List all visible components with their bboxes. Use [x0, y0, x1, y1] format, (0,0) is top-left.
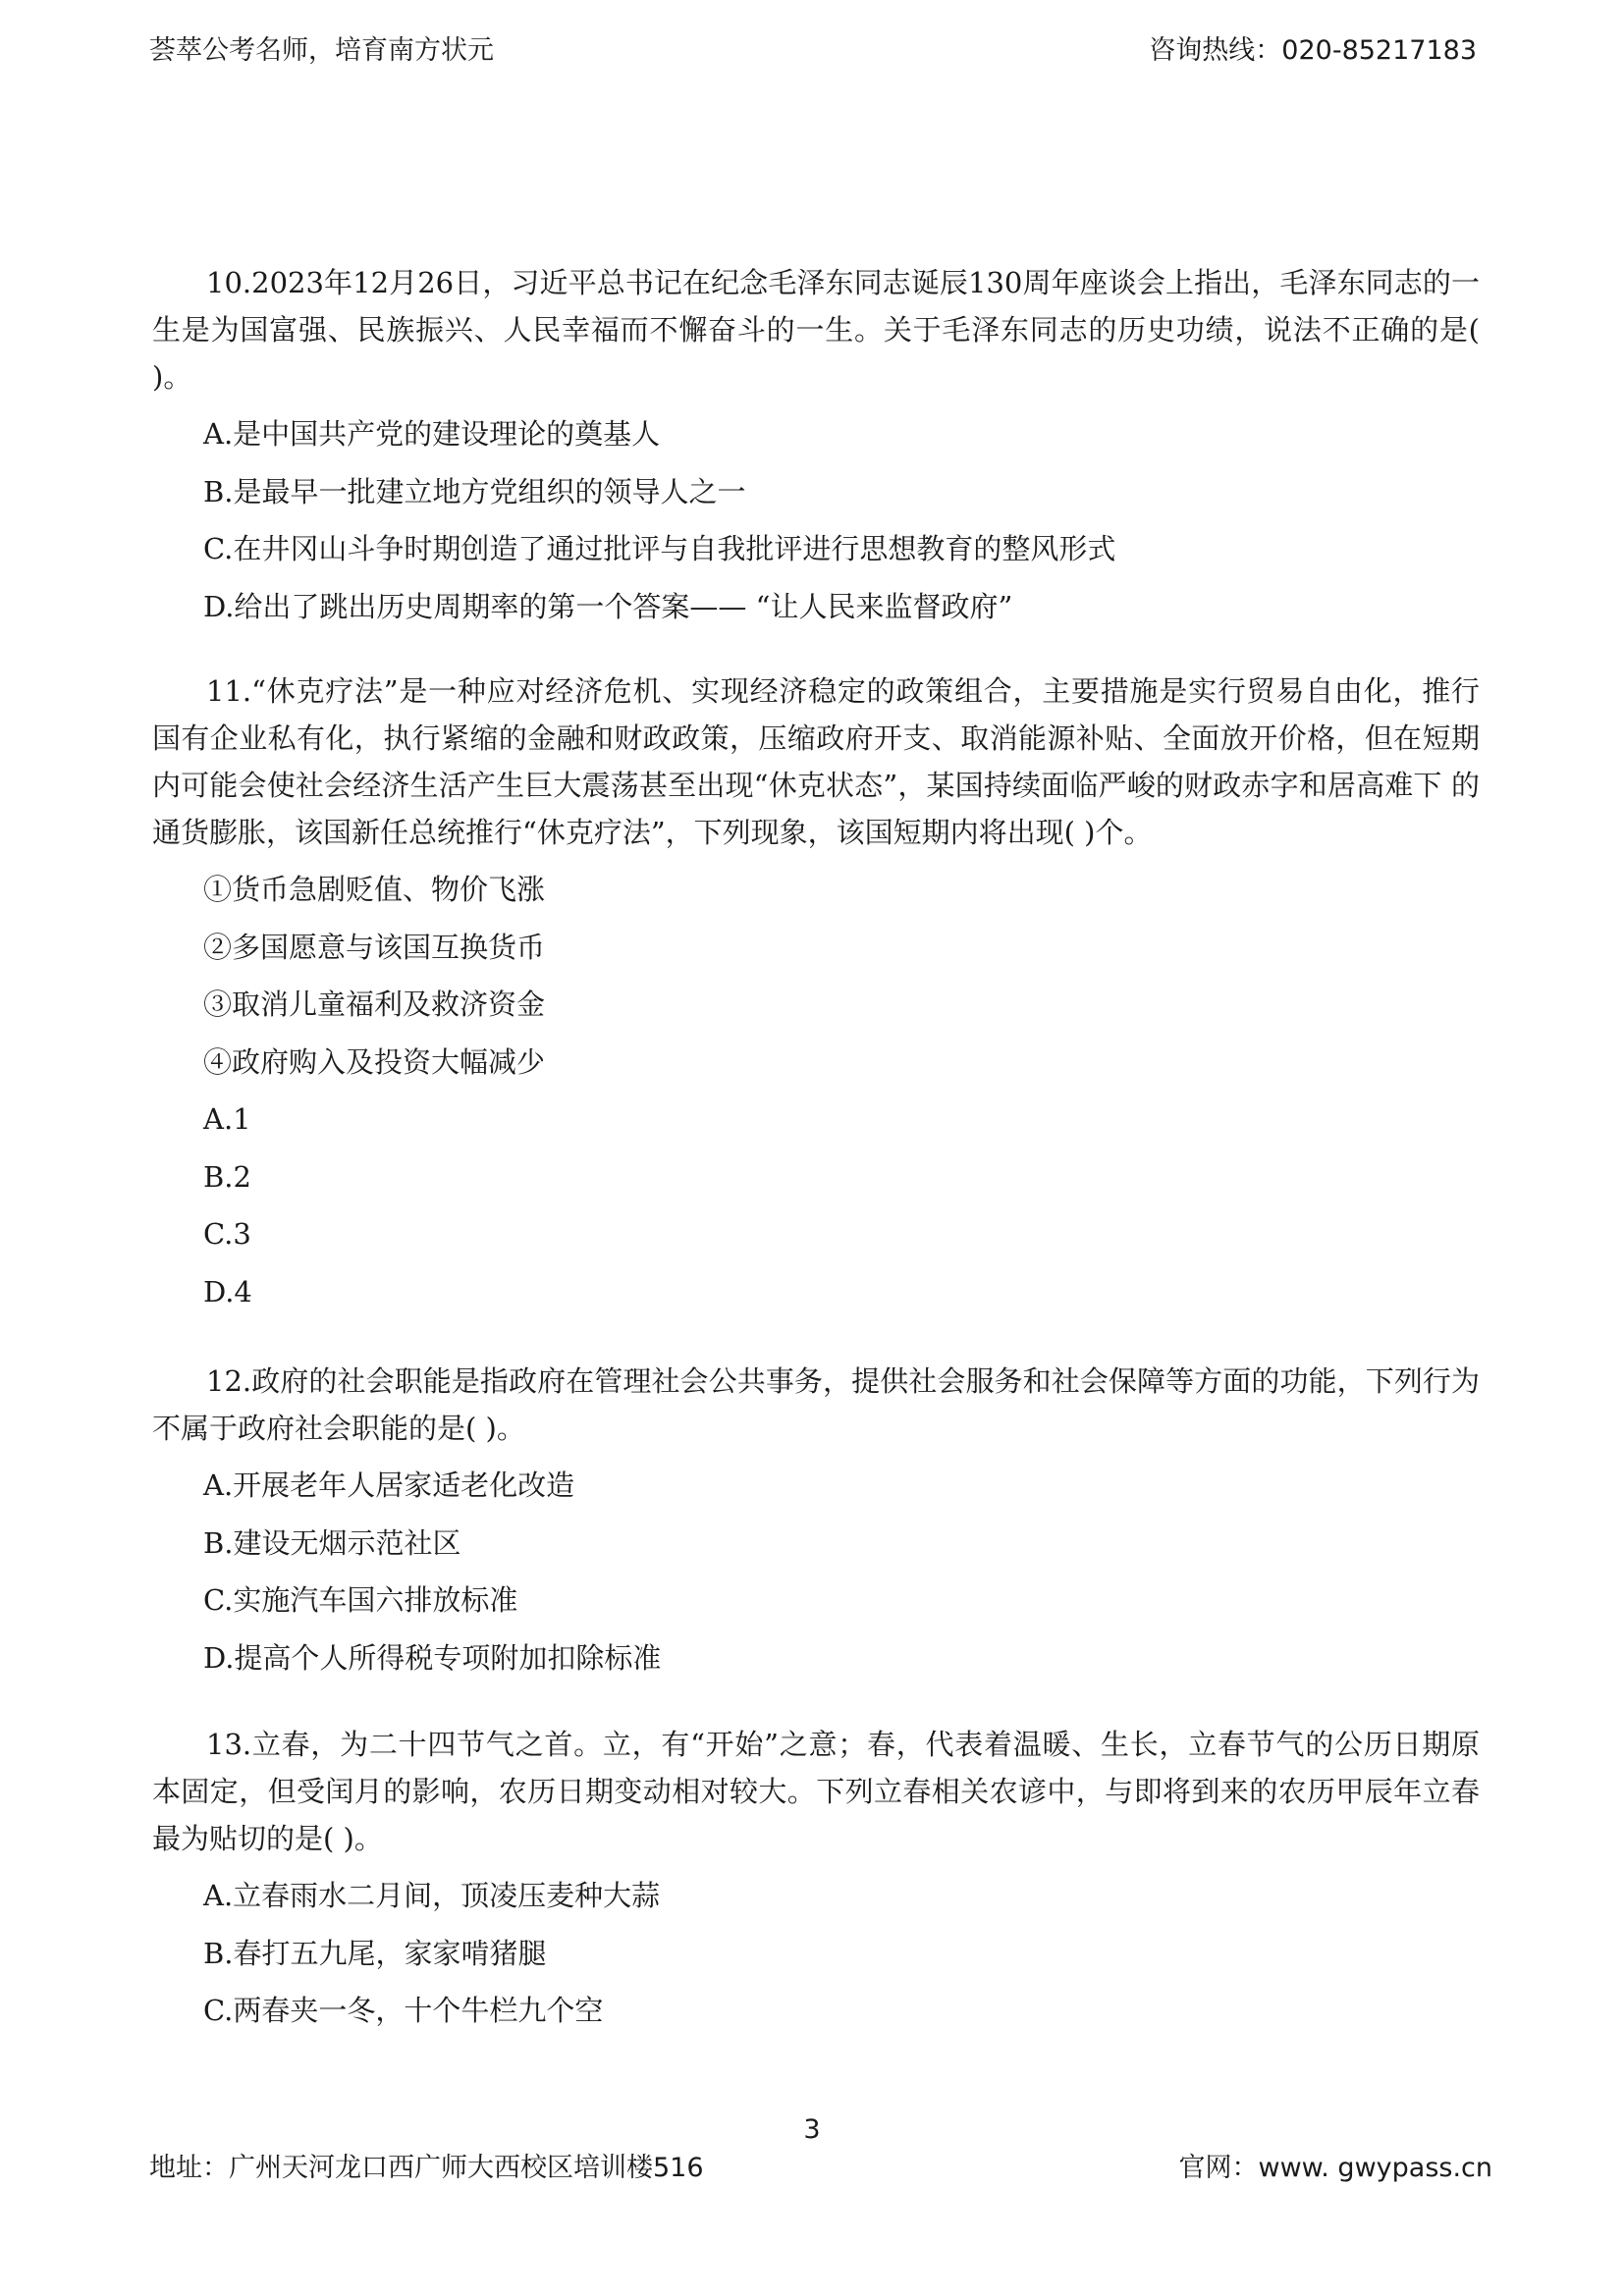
- footer-address: 地址：广州天河龙口西广师大西校区培训楼516: [149, 2153, 704, 2183]
- question-10: [152, 259, 1480, 635]
- question-13: [152, 1721, 1480, 2040]
- statement-3: ③取消儿童福利及救济资金: [203, 988, 546, 1021]
- option-b: B.2: [203, 1159, 251, 1194]
- option-a: A.是中国共产党的建设理论的奠基人: [203, 417, 661, 451]
- option-c: C.实施汽车国六排放标准: [203, 1583, 518, 1617]
- option-a: A.立春雨水二月间，顶凌压麦种大蒜: [203, 1879, 661, 1912]
- page-number: 3: [803, 2114, 821, 2145]
- statement-4: ④政府购入及投资大幅减少: [203, 1044, 546, 1079]
- option-c: C.两春夹一冬，十个牛栏九个空: [203, 1994, 604, 2027]
- question-12: [152, 1358, 1480, 1686]
- option-b: B.春打五九尾，家家啃猪腿: [203, 1936, 547, 1970]
- option-c: C.3: [203, 1217, 251, 1251]
- question-stem: 10.2023年12月26日，习近平总书记在纪念毛泽东同志诞辰130周年座谈会上指出，毛泽东同志的一生是为国富强、民族振兴、人民幸福而不懈奋斗的一生。关于毛泽东同志的历史功绩，说法不正确的是( )。: [152, 266, 1480, 394]
- option-a: A.开展老年人居家适老化改造: [203, 1468, 575, 1502]
- option-b: B.是最早一批建立地方党组织的领导人之一: [203, 474, 746, 508]
- option-c: C.在井冈山斗争时期创造了通过批评与自我批评进行思想教育的整风形式: [203, 532, 1116, 565]
- footer-website: 官网：www. gwypass.cn: [1178, 2153, 1492, 2183]
- option-b: B.建设无烟示范社区: [203, 1525, 461, 1560]
- statement-1: ①货币急剧贬值、物价飞涨: [203, 873, 546, 906]
- option-a: A.1: [203, 1102, 251, 1136]
- question-stem: 12.政府的社会职能是指政府在管理社会公共事务，提供社会服务和社会保障等方面的功能，下列行为不属于政府社会职能的是( )。: [152, 1364, 1480, 1445]
- option-d: D.给出了跳出历史周期率的第一个答案—— “让人民来监督政府”: [203, 589, 1013, 623]
- option-d: D.提高个人所得税专项附加扣除标准: [203, 1640, 662, 1675]
- question-stem: 13.立春，为二十四节气之首。立，有“开始”之意；春，代表着温暖、生长，立春节气的公历日期原 本固定，但受闰月的影响，农历日期变动相对较大。下列立春相关农谚中，与即将到来的农历甲辰年立春最为贴切的是( )。: [152, 1728, 1480, 1855]
- question-11: [152, 667, 1480, 1320]
- header-slogan: 荟萃公考名师，培育南方状元: [149, 35, 494, 66]
- page-content: [152, 259, 1480, 2040]
- header-hotline: 咨询热线：020-85217183: [1149, 35, 1477, 66]
- statement-2: ②多国愿意与该国互换货币: [203, 930, 546, 964]
- option-d: D.4: [203, 1274, 252, 1308]
- question-stem: 11.“休克疗法”是一种应对经济危机、实现经济稳定的政策组合，主要措施是实行贸易自由化，推行 国有企业私有化，执行紧缩的金融和财政政策，压缩政府开支、取消能源补贴、全面放开价格，但在短期 内可能会使社会经济生活产生巨大震荡甚至出现“休克状态”，某国持续面临严峻的财政赤字和居高难下 的通货膨胀，该国新任总统推行“休克疗法”，下列现象，该国短期内将出现( )个。: [152, 674, 1480, 849]
